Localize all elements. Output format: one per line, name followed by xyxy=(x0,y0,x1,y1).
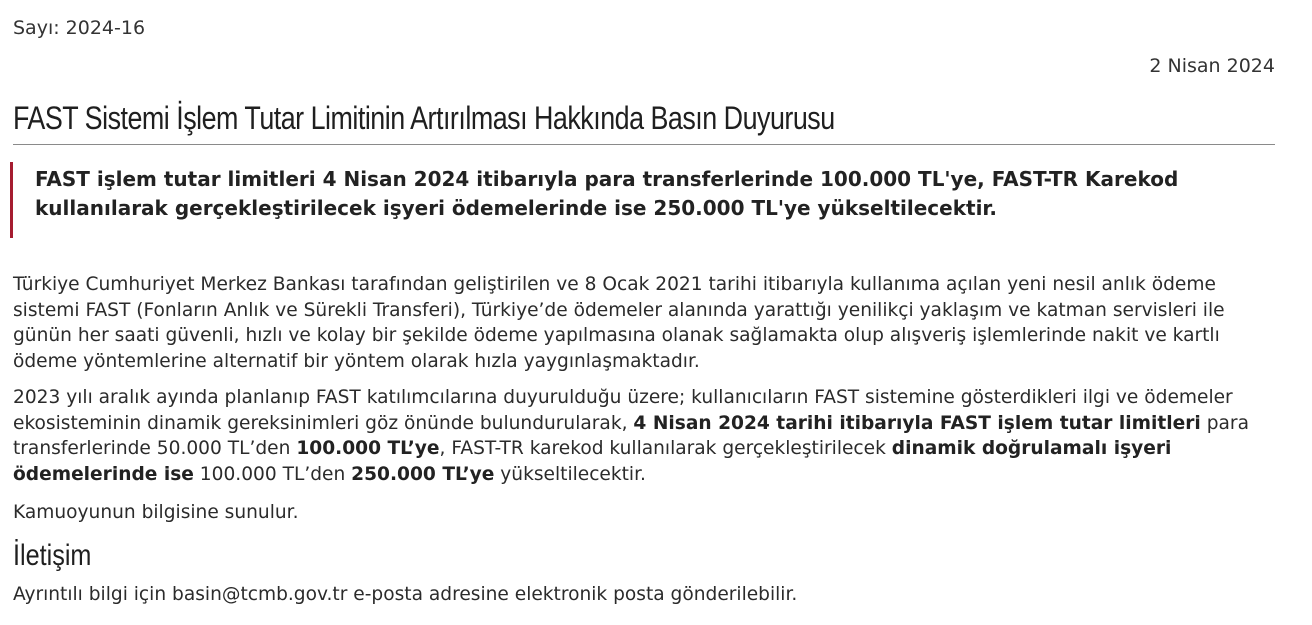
contact-heading: İletişim xyxy=(13,539,92,572)
announcement-number: Sayı: 2024-16 xyxy=(13,17,146,39)
body-paragraph-2 xyxy=(13,385,1275,487)
page-title: FAST Sistemi İşlem Tutar Limitinin Artırılması Hakkında Basın Duyurusu xyxy=(13,100,835,136)
paragraph-2-bold-date-limit: 4 Nisan 2024 tarihi itibarıyla FAST işlem tutar limitleri xyxy=(633,412,1201,434)
summary-callout: FAST işlem tutar limitleri 4 Nisan 2024 itibarıyla para transferlerinde 100.000 TL'ye, FAST-TR Karekod kullanılarak gerçekleştirilecek işyeri ödemelerinde ise 250.000 TL'ye yükseltilecektir. xyxy=(10,162,1250,238)
paragraph-2-bold-merchant-limit: 250.000 TL’ye xyxy=(351,463,495,485)
body-paragraph-3: Kamuoyunun bilgisine sunulur. xyxy=(13,502,299,523)
contact-text: Ayrıntılı bilgi için basin@tcmb.gov.tr e-posta adresine elektronik posta gönderilebilir. xyxy=(13,584,798,605)
paragraph-2-text: 100.000 TL’den xyxy=(193,463,352,485)
paragraph-2-bold-transfer-limit: 100.000 TL’ye xyxy=(296,438,440,459)
paragraph-2-text: , FAST-TR karekod kullanılarak gerçekleştirilecek xyxy=(439,438,892,459)
title-divider xyxy=(13,144,1275,145)
paragraph-2-bold-merchant-payments: dinamik doğrulamalı işyeri ödemelerinde ise xyxy=(13,438,1172,485)
announcement-date: 2 Nisan 2024 xyxy=(1149,55,1275,77)
paragraph-2-text: 2023 yılı aralık ayında planlanıp FAST katılımcılarına duyurulduğu üzere; kullanıcıların FAST sistemine gösterdikleri ilgi ve ödemeler ekosisteminin dinamik gereksinimleri göz önünde bulundurularak, xyxy=(13,387,1233,434)
paragraph-2-text: yükseltilecektir. xyxy=(494,463,646,485)
body-paragraph-1: Türkiye Cumhuriyet Merkez Bankası tarafından geliştirilen ve 8 Ocak 2021 tarihi itibarıyla kullanıma açılan yeni nesil anlık ödeme sistemi FAST (Fonların Anlık ve Sürekli Transferi), Türkiye’de ödemeler alanında yarattığı yenilikçi yaklaşım ve katman servisleri ile günün her saati güvenli, hızlı ve kolay bir şekilde ödeme yapılmasına olanak sağlamakta olup alışveriş işlemlerinde nakit ve kartlı ödeme yöntemlerine alternatif bir yöntem olarak hızla yaygınlaşmaktadır. xyxy=(13,274,1225,372)
paragraph-2-text: para transferlerinde 50.000 TL’den xyxy=(13,412,1249,459)
